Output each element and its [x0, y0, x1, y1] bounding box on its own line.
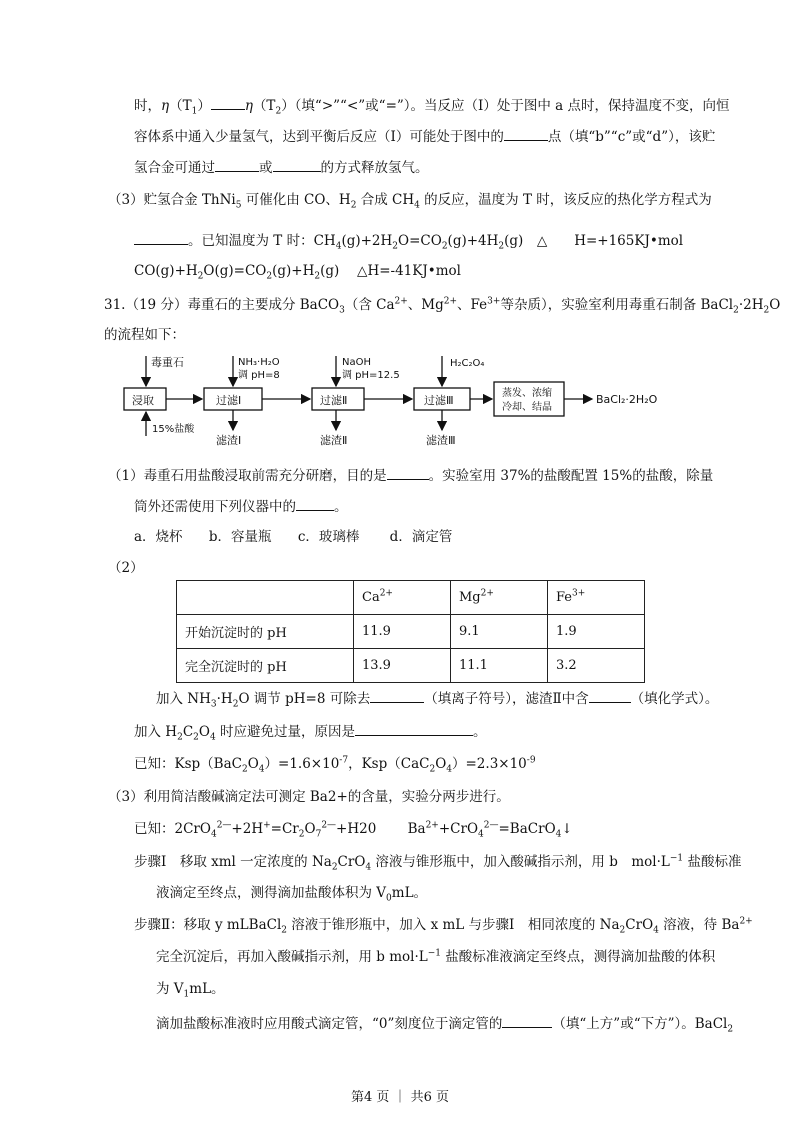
superscript: −1: [427, 948, 442, 959]
text-line: [108, 788, 510, 806]
text: 溶液，待 Ba: [658, 917, 740, 933]
evaporate-label-1: 蒸发、浓缩: [502, 388, 552, 399]
superscript: 3+: [487, 296, 501, 307]
text-line: [134, 497, 348, 516]
subscript: 4: [414, 200, 420, 211]
text: 或: [259, 160, 273, 176]
text: 筒外还需使用下列仪器中的: [134, 499, 296, 515]
product-label: BaCl₂·2H₂O: [596, 393, 658, 406]
filter1-label: 过滤Ⅰ: [216, 394, 242, 407]
text: 、Fe: [457, 297, 488, 313]
text: 时，: [134, 98, 161, 114]
text-line: [156, 884, 427, 902]
text: +2H: [231, 821, 264, 837]
filter3-label: 过滤Ⅲ: [424, 394, 454, 407]
table-cell: 11.1: [451, 649, 548, 683]
text: 溶液于锥形瓶中，加入 x mL 与步骤Ⅰ 相同浓度的 Na: [287, 917, 620, 933]
table-header-cell: [451, 581, 548, 615]
superscript: 2+: [443, 296, 458, 307]
text: 。: [334, 499, 348, 515]
ion-symbol: Mg: [459, 590, 481, 605]
options-line: [134, 528, 452, 546]
text-line: [134, 231, 683, 250]
subscript: 2: [281, 925, 288, 936]
leach-label: 浸取: [132, 394, 154, 407]
reagent3-label: H₂C₂O₄: [450, 358, 485, 369]
text-line: [156, 980, 225, 998]
table-cell: 1.9: [548, 615, 645, 649]
subscript: 1: [191, 106, 198, 117]
text: O: [769, 297, 781, 313]
subscript: 4: [653, 925, 659, 936]
text: 可催化由 CO、H: [241, 192, 351, 208]
text-line: [134, 262, 461, 280]
reagent1-label: NH₃·H₂O: [238, 357, 280, 368]
text-line: [134, 722, 487, 741]
subscript: 2: [498, 241, 505, 252]
text: 的反应，温度为 T 时，该反应的热化学方程式为: [419, 192, 712, 208]
option-a: a．烧杯: [134, 529, 183, 545]
text: 已知：2CrO: [134, 821, 211, 837]
table-header-cell: [548, 581, 645, 615]
text: 已知：Ksp（BaC: [134, 756, 242, 772]
text: mL。: [189, 981, 225, 997]
superscript: 3+: [572, 588, 586, 599]
text: 的方式释放氢气。: [320, 160, 429, 176]
text-line: [156, 948, 715, 966]
subscript: 2: [429, 764, 436, 775]
superscript: -7: [339, 755, 349, 766]
process-flowchart: [120, 352, 720, 456]
text: 盐酸标准液滴定至终点，测得滴加盐酸的体积: [441, 949, 716, 965]
evaporate-label-2: 冷却、结晶: [502, 402, 552, 413]
text: (g) △H=-41KJ•mol: [320, 263, 461, 279]
table-header-row: [177, 581, 645, 615]
table-cell: 9.1: [451, 615, 548, 649]
text: ）=2.3×10: [452, 756, 527, 772]
text-line: [134, 96, 730, 115]
text: ）=1.6×10: [264, 756, 340, 772]
answer-blank[interactable]: [134, 231, 188, 245]
answer-blank[interactable]: [211, 96, 245, 110]
hcl-label: 15%盐酸: [152, 424, 195, 435]
subscript: 4: [258, 764, 265, 775]
text-line: [134, 158, 429, 177]
subscript: 2: [314, 271, 321, 282]
raw-material-label: 毒重石: [151, 356, 184, 369]
text: O: [435, 756, 447, 772]
superscript: 2—: [216, 820, 232, 831]
subscript: 4: [209, 732, 216, 743]
reagent2-ph-label: 调 pH=12.5: [342, 370, 400, 381]
text: （T: [169, 98, 192, 114]
answer-blank[interactable]: [296, 497, 334, 511]
subscript: 5: [235, 200, 242, 211]
text: C: [182, 724, 194, 740]
superscript: -9: [526, 755, 536, 766]
reagent1-ph-label: 调 pH=8: [238, 370, 280, 381]
text: （T: [252, 98, 276, 114]
text-line: [134, 820, 573, 838]
subscript: 2: [197, 271, 204, 282]
text: O=CO: [398, 233, 442, 249]
subscript: 2: [350, 200, 357, 211]
part2-label: [108, 559, 144, 577]
text: 、Mg: [407, 297, 444, 313]
text: O: [247, 756, 259, 772]
subscript: 0: [386, 893, 392, 904]
text: =BaCrO: [498, 821, 556, 837]
table-cell: 3.2: [548, 649, 645, 683]
option-c: c．玻璃棒: [297, 529, 360, 545]
text: 氢合金可通过: [134, 160, 215, 176]
text: CrO: [337, 854, 366, 870]
residue2-label: 滤渣Ⅱ: [320, 434, 348, 447]
text-line: [156, 1014, 733, 1033]
text: 31.（19 分）毒重石的主要成分 BaCO: [104, 297, 340, 313]
table-header-cell: [354, 581, 451, 615]
table-row: [177, 649, 645, 683]
ion-symbol: Ca: [362, 590, 380, 605]
subscript: 2: [298, 829, 305, 840]
subscript: 4: [478, 829, 484, 840]
subscript: 2: [177, 732, 183, 743]
text: （2）: [108, 560, 144, 576]
subscript: 2: [763, 305, 770, 316]
text-line: [134, 916, 753, 934]
text-line: [134, 755, 536, 773]
subscript: 4: [335, 241, 342, 252]
text-line: [156, 689, 718, 708]
text-line: [104, 326, 185, 344]
option-d: d．滴定管: [389, 529, 453, 545]
subscript: 2: [232, 699, 239, 710]
text: O(g)=CO: [203, 263, 267, 279]
text: 点（填“b”“c”或“d”），该贮: [547, 129, 716, 145]
text: 等杂质），实验室利用毒重石制备 BaCl: [500, 297, 734, 313]
text: 盐酸标准: [683, 854, 742, 870]
text: 加入 H: [134, 724, 178, 740]
text: (g)+H: [272, 263, 315, 279]
option-b: b．容量瓶: [208, 529, 272, 545]
eta-symbol: η: [161, 98, 170, 114]
text: +H20 Ba: [336, 821, 426, 837]
answer-blank[interactable]: [387, 466, 429, 480]
text: 。: [473, 724, 487, 740]
subscript: 3: [339, 305, 345, 316]
superscript: 2+: [379, 588, 393, 599]
text: 加入 NH: [156, 691, 211, 707]
answer-blank[interactable]: [504, 127, 548, 141]
text: +CrO: [438, 821, 479, 837]
table-cell: 13.9: [354, 649, 451, 683]
text: 步骤Ⅰ 移取 xml 一定浓度的 Na: [134, 854, 332, 870]
text: ）（填“>”“<”或“=”）。当反应（Ⅰ）处于图中 a 点时，保持温度不变，向恒: [281, 98, 730, 114]
subscript: 2: [275, 106, 282, 117]
subscript: 2: [193, 732, 199, 743]
text: 完全沉淀后，再加入酸碱指示剂，用 b mol·L: [156, 949, 428, 965]
superscript: −1: [669, 853, 684, 864]
subscript: 1: [183, 989, 190, 1000]
precipitation-ph-table: [176, 580, 645, 683]
table-header-cell: [177, 581, 354, 615]
subscript: 4: [210, 829, 217, 840]
superscript: 2+: [480, 588, 494, 599]
text-line: [108, 466, 713, 485]
text-line: [104, 296, 780, 314]
text: （填“上方”或“下方”）。BaCl: [552, 1016, 728, 1032]
eta-symbol: η: [244, 98, 253, 114]
table-cell: 开始沉淀时的 pH: [177, 615, 354, 649]
subscript: 2: [727, 1024, 734, 1035]
subscript: 4: [555, 829, 562, 840]
text: 容体系中通入少量氢气，达到平衡后反应（Ⅰ）可能处于图中的: [134, 129, 504, 145]
subscript: 3: [210, 699, 217, 710]
subscript: 2: [392, 241, 399, 252]
text: =Cr: [270, 821, 299, 837]
subscript: 2: [733, 305, 739, 316]
subscript: 4: [365, 862, 372, 873]
text: （填化学式）。: [630, 691, 719, 707]
subscript: 2: [266, 271, 273, 282]
text: O 调节 pH=8 可除去: [238, 691, 371, 707]
answer-blank[interactable]: [215, 158, 259, 172]
superscript: 2—: [321, 820, 337, 831]
text-line: [134, 853, 741, 871]
text-line: [134, 127, 715, 146]
residue1-label: 滤渣Ⅰ: [216, 434, 242, 447]
subscript: 2: [241, 764, 248, 775]
text: 合成 CH: [356, 192, 415, 208]
text: O: [198, 724, 210, 740]
text-line: [108, 191, 712, 209]
text: (g) △ H=+165KJ•mol: [504, 233, 684, 249]
subscript: 4: [446, 764, 452, 775]
answer-blank[interactable]: [589, 689, 631, 703]
text: CrO: [625, 917, 654, 933]
text: （3）利用简洁酸碱滴定法可测定 Ba2+的含量，实验分两步进行。: [108, 789, 510, 805]
text: mL。: [391, 885, 428, 901]
table-cell: 11.9: [354, 615, 451, 649]
subscript: 2: [331, 862, 338, 873]
subscript: 2: [619, 925, 626, 936]
text: 时应避免过量，原因是: [215, 724, 355, 740]
answer-blank[interactable]: [355, 722, 473, 736]
text: （含 Ca: [344, 297, 395, 313]
text: ·2H: [738, 297, 764, 313]
residue3-label: 滤渣Ⅲ: [426, 434, 456, 447]
text: 为 V: [156, 981, 184, 997]
answer-blank[interactable]: [273, 158, 321, 172]
text: ·H: [216, 691, 233, 707]
subscript: 2: [441, 241, 448, 252]
text: 的流程如下：: [104, 327, 185, 343]
text: ，Ksp（CaC: [348, 756, 430, 772]
text: （3）贮氢合金 ThNi: [108, 192, 236, 208]
filter2-label: 过滤Ⅱ: [320, 394, 348, 407]
text: 溶液与锥形瓶中，加入酸碱指示剂，用 b mol·L: [371, 854, 670, 870]
text: 步骤Ⅱ：移取 y mLBaCl: [134, 917, 282, 933]
superscript: 2+: [739, 916, 753, 927]
superscript: 2—: [483, 820, 499, 831]
ion-symbol: Fe: [556, 590, 573, 605]
text: 。已知温度为 T 时：CH: [188, 233, 336, 249]
superscript: +: [263, 820, 271, 831]
text: 液滴定至终点，测得滴加盐酸体积为 V: [156, 885, 387, 901]
answer-blank[interactable]: [502, 1014, 552, 1028]
answer-blank[interactable]: [370, 689, 424, 703]
text: ）: [197, 98, 211, 114]
text: (g)+2H: [341, 233, 393, 249]
page-footer: 第4 页 ｜ 共6 页: [350, 1090, 450, 1105]
text: (g)+4H: [447, 233, 499, 249]
text: O: [304, 821, 316, 837]
text: 滴加盐酸标准液时应用酸式滴定管，“0”刻度位于滴定管的: [156, 1016, 503, 1032]
reagent2-label: NaOH: [342, 357, 371, 368]
table-cell: 完全沉淀时的 pH: [177, 649, 354, 683]
table-row: [177, 615, 645, 649]
superscript: 2+: [425, 820, 439, 831]
text: ↓: [561, 821, 573, 837]
text: CO(g)+H: [134, 263, 198, 279]
superscript: 2+: [394, 296, 408, 307]
text: （1）毒重石用盐酸浸取前需充分研磨，目的是: [108, 468, 387, 484]
subscript: 7: [315, 829, 322, 840]
text: （填离子符号），滤渣Ⅱ中含: [424, 691, 589, 707]
text: 。实验室用 37%的盐酸配置 15%的盐酸，除量: [428, 468, 714, 484]
